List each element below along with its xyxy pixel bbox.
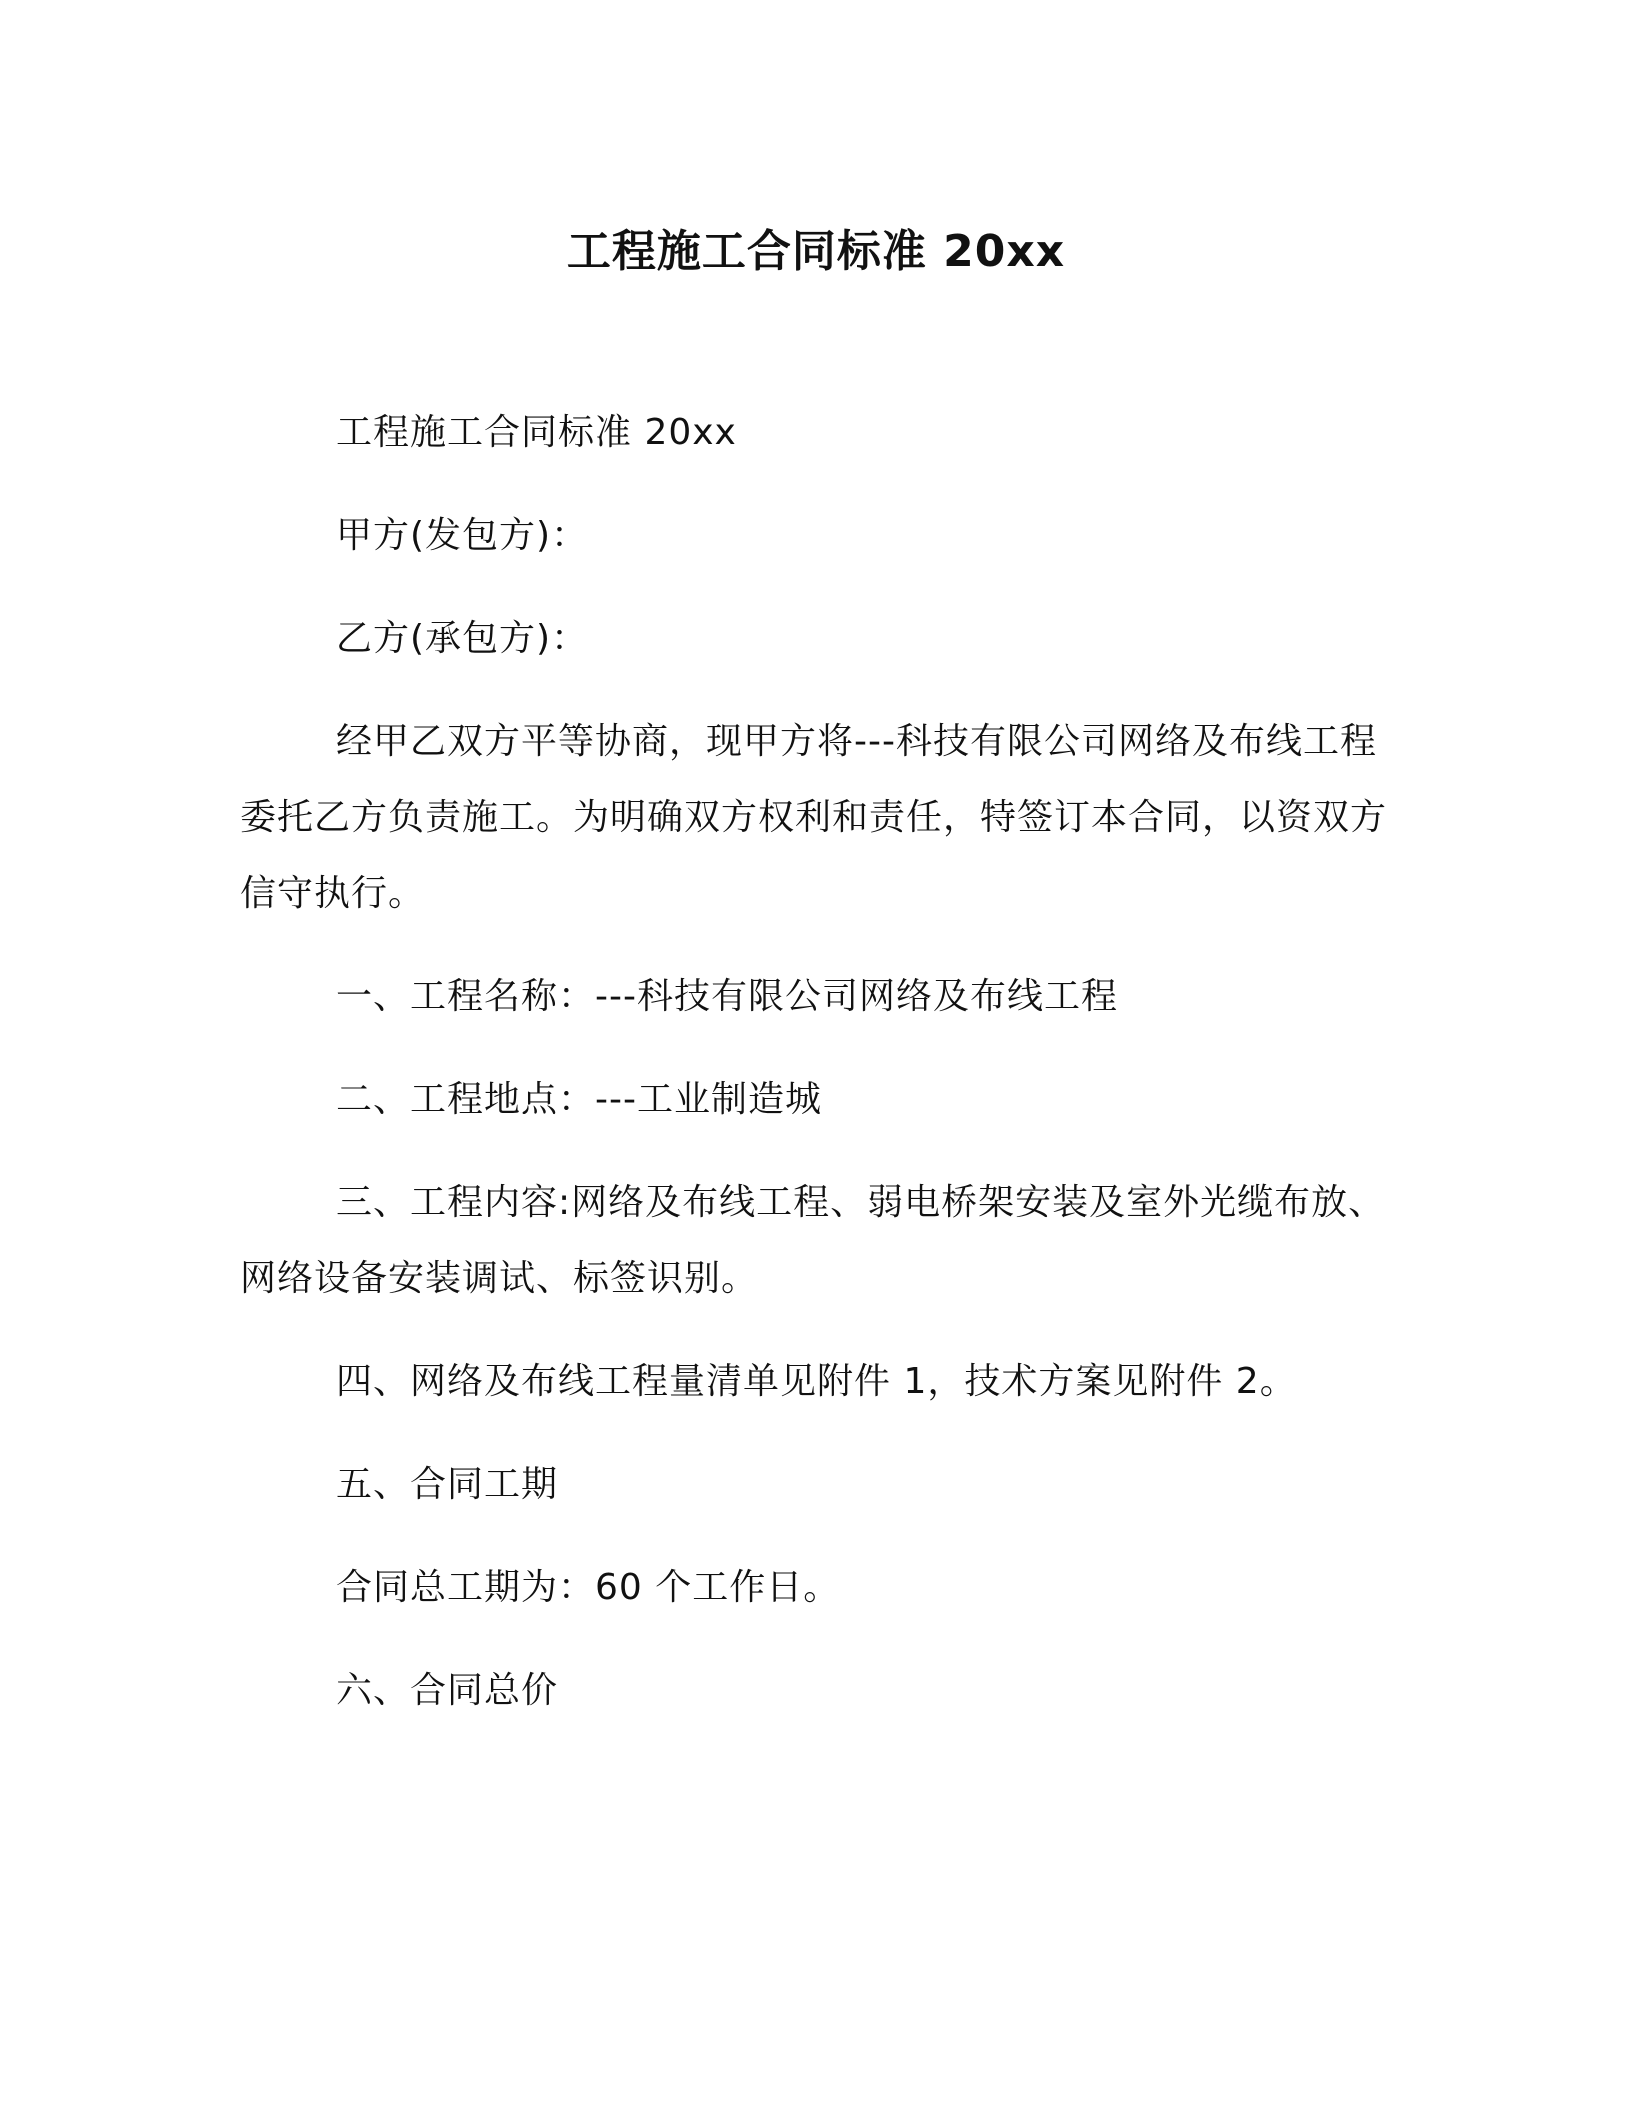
paragraph-contract-period: 合同总工期为：60 个工作日。: [336, 1567, 841, 1608]
document-body: [240, 395, 1392, 1756]
paragraph-contract-price-heading: 六、合同总价: [336, 1670, 559, 1711]
paragraph-project-location: 二、工程地点：---工业制造城: [336, 1079, 822, 1120]
paragraph-contract-period-heading: 五、合同工期: [336, 1464, 559, 1505]
document-title: 工程施工合同标准 20xx: [566, 226, 1066, 277]
paragraph-party-b: 乙方(承包方)：: [336, 618, 589, 659]
paragraph-party-a: 甲方(发包方)：: [336, 515, 589, 556]
paragraph-attachments: 四、网络及布线工程量清单见附件 1，技术方案见附件 2。: [336, 1361, 1297, 1402]
paragraph-project-name: 一、工程名称：---科技有限公司网络及布线工程: [336, 976, 1118, 1017]
paragraph-intro: 经甲乙双方平等协商，现甲方将---科技有限公司网络及布线工程委托乙方负责施工。为明确双方权利和责任，特签订本合同，以资双方信守执行。: [240, 721, 1388, 914]
paragraph-subtitle: 工程施工合同标准 20xx: [336, 412, 737, 453]
paragraph-project-content: 三、工程内容:网络及布线工程、弱电桥架安装及室外光缆布放、网络设备安装调试、标签识别。: [240, 1182, 1386, 1299]
